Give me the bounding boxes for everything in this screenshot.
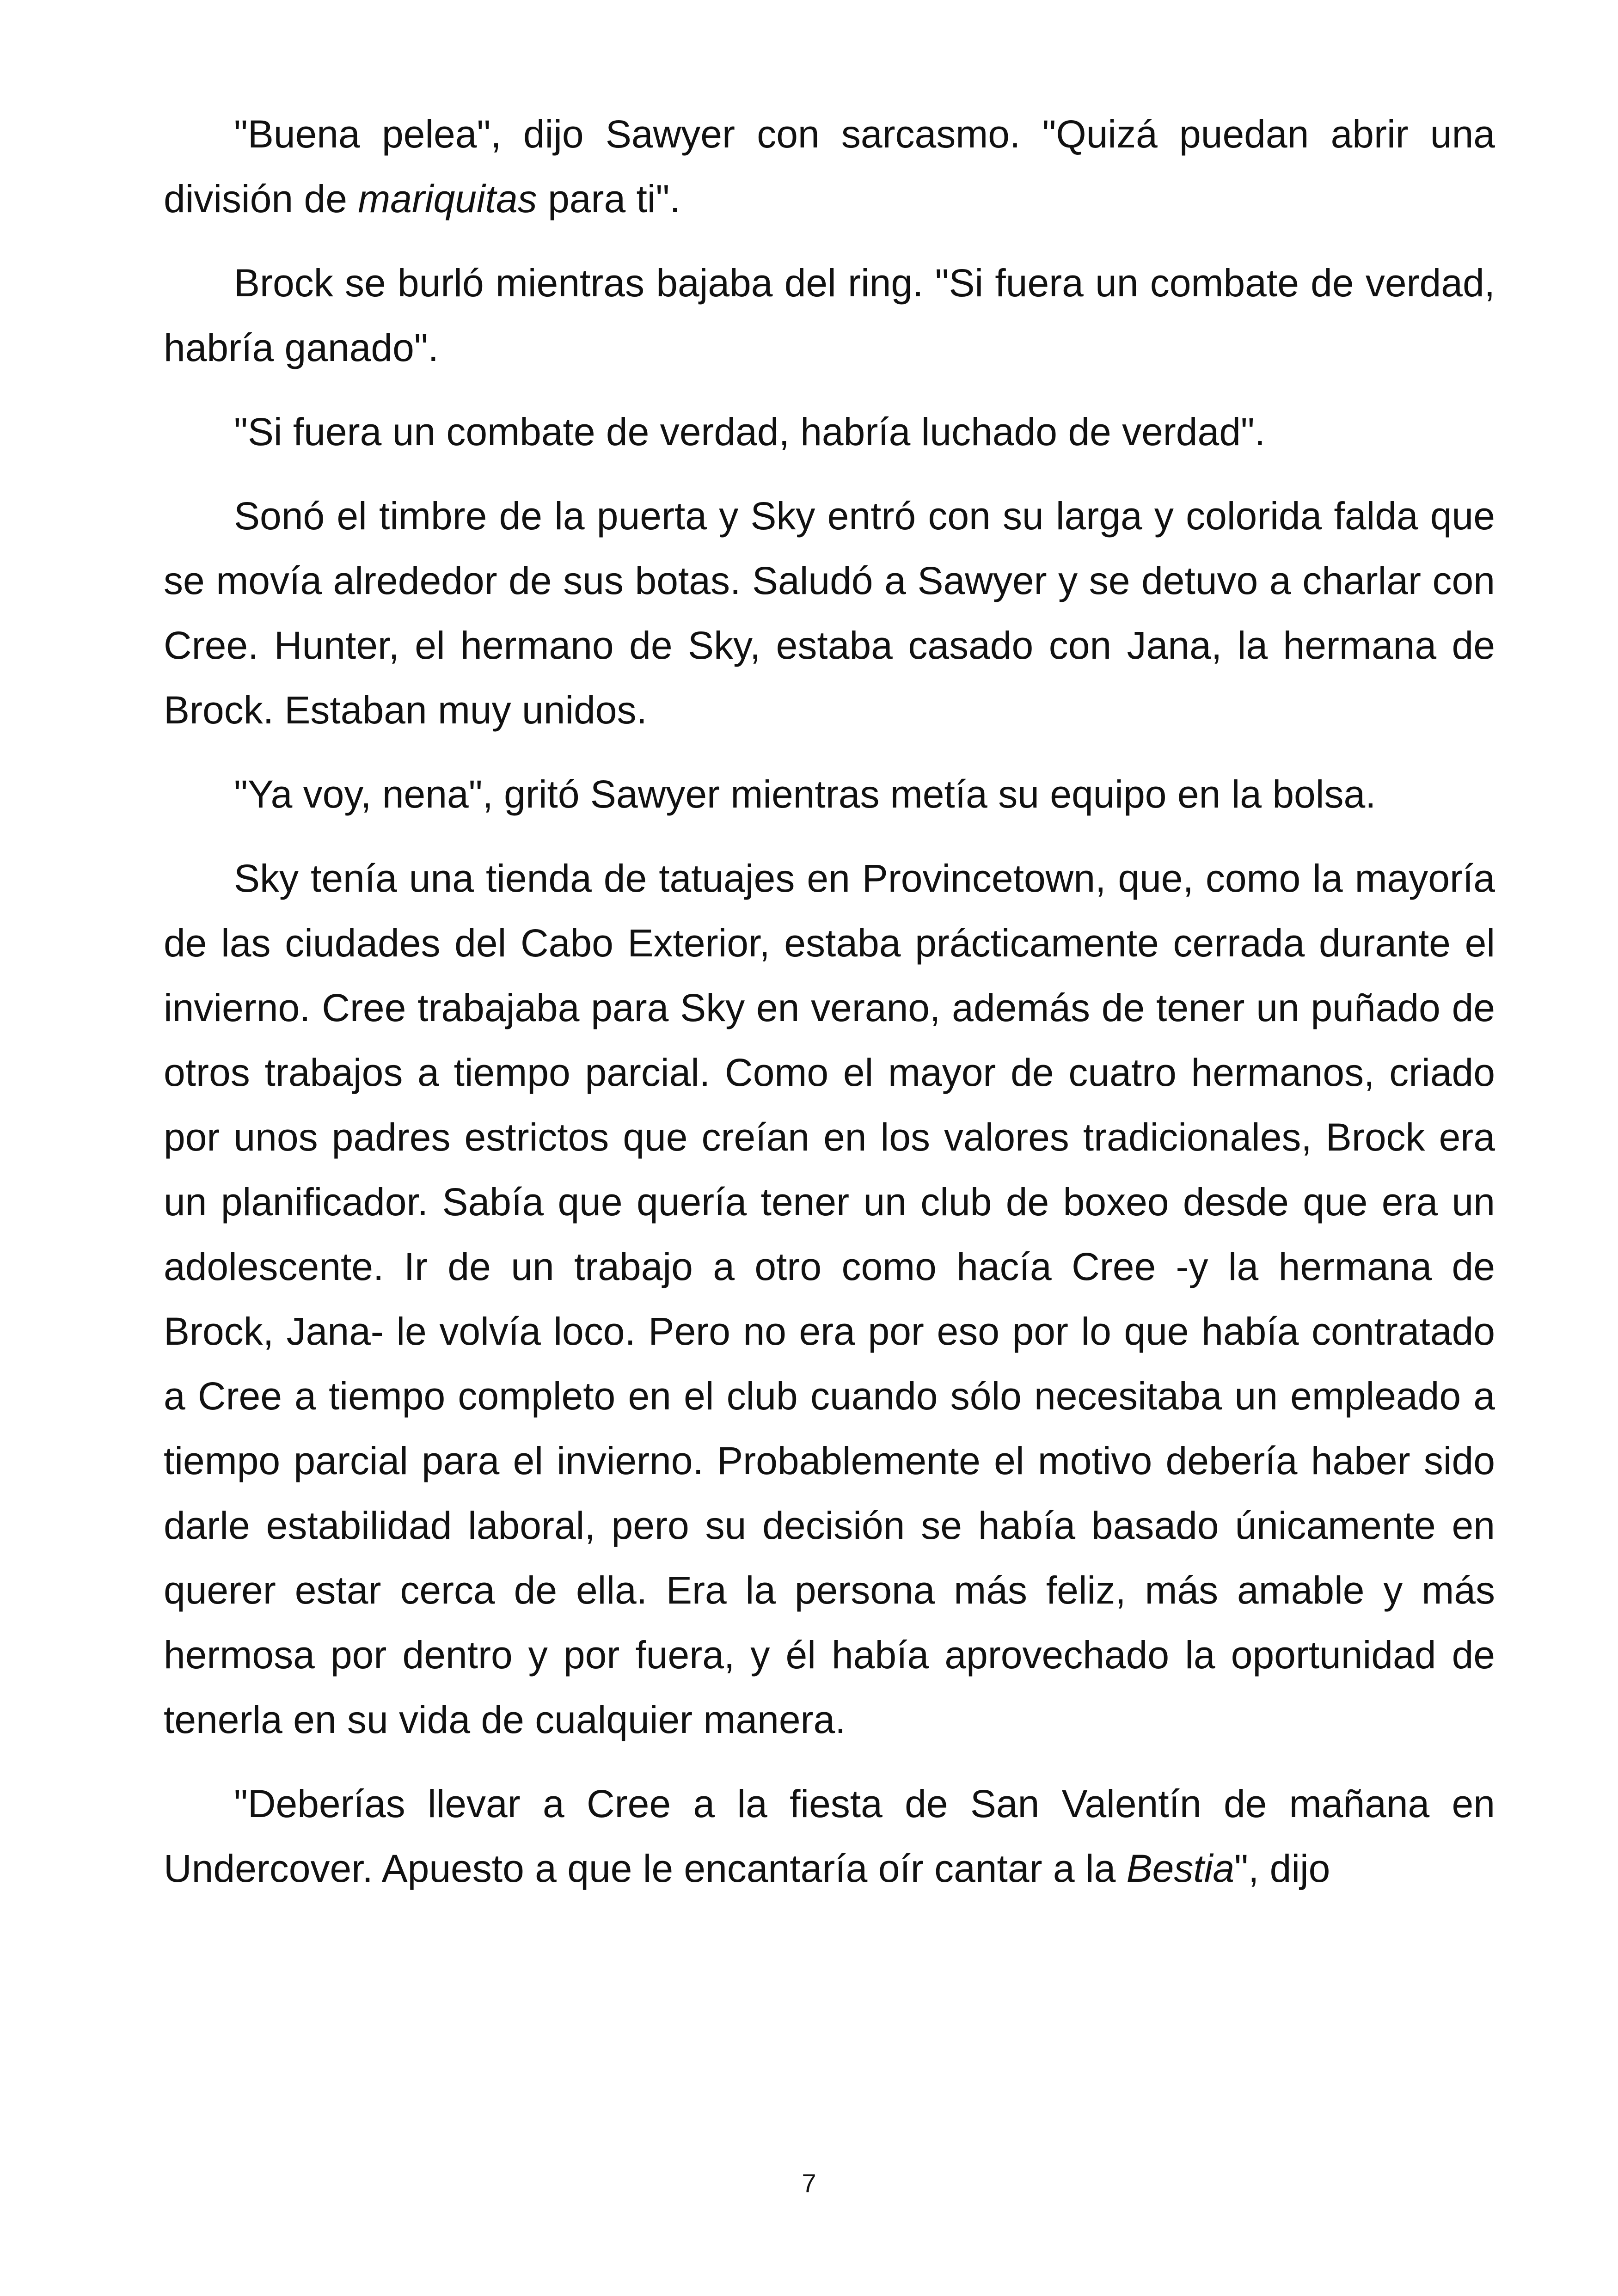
paragraph: [164, 1771, 1495, 1901]
page-number: 7: [802, 2168, 816, 2198]
text-segment: para ti".: [537, 177, 680, 220]
text-segment: Brock se burló mientras bajaba del ring. "Si fuera un combate de verdad, habría ganado".: [164, 261, 1495, 369]
paragraph: [164, 102, 1495, 231]
text-segment: Sonó el timbre de la puerta y Sky entró con su larga y colorida falda que se movía alrededor de sus botas. Saludó a Sawyer y se detuvo a charlar con Cree. Hunter, el hermano de Sky, estaba casado con Jana, la hermana de Brock. Estaban muy unidos.: [164, 494, 1495, 732]
paragraph: [164, 846, 1495, 1752]
body-text: [164, 102, 1495, 1920]
text-segment: "Deberías llevar a Cree a la fiesta de San Valentín de mañana en Undercover. Apuesto a que le encantaría oír cantar a la: [164, 1782, 1495, 1890]
italic-text-segment: Bestia: [1126, 1847, 1235, 1890]
paragraph: [164, 484, 1495, 742]
text-segment: "Si fuera un combate de verdad, habría luchado de verdad".: [234, 410, 1266, 453]
italic-text-segment: mariquitas: [358, 177, 537, 220]
text-segment: "Ya voy, nena", gritó Sawyer mientras metía su equipo en la bolsa.: [234, 772, 1376, 816]
paragraph: [164, 399, 1495, 464]
paragraph: [164, 251, 1495, 380]
text-segment: ", dijo: [1234, 1847, 1330, 1890]
text-segment: "Buena pelea", dijo Sawyer con sarcasmo. "Quizá puedan abrir una división de: [164, 112, 1495, 220]
paragraph: [164, 762, 1495, 827]
text-segment: Sky tenía una tienda de tatuajes en Provincetown, que, como la mayoría de las ciudades del Cabo Exterior, estaba prácticamente cerrada durante el invierno. Cree trabajaba para Sky en verano, además de tener un puñado de otros trabajos a tiempo parcial. Como el mayor de cuatro hermanos, criado por unos padres estrictos que creían en los valores tradicionales, Brock era un planificador. Sabía que quería tener un club de boxeo desde que era un adolescente. Ir de un trabajo a otro como hacía Cree -y la hermana de Brock, Jana- le volvía loco. Pero no era por eso por lo que había contratado a Cree a tiempo completo en el club cuando sólo necesitaba un empleado a tiempo parcial para el invierno. Probablemente el motivo debería haber sido darle estabilidad laboral, pero su decisión se había basado únicamente en querer estar cerca de ella. Era la persona más feliz, más amable y más hermosa por dentro y por fuera, y él había aprovechado la oportunidad de tenerla en su vida de cualquier manera.: [164, 857, 1495, 1741]
